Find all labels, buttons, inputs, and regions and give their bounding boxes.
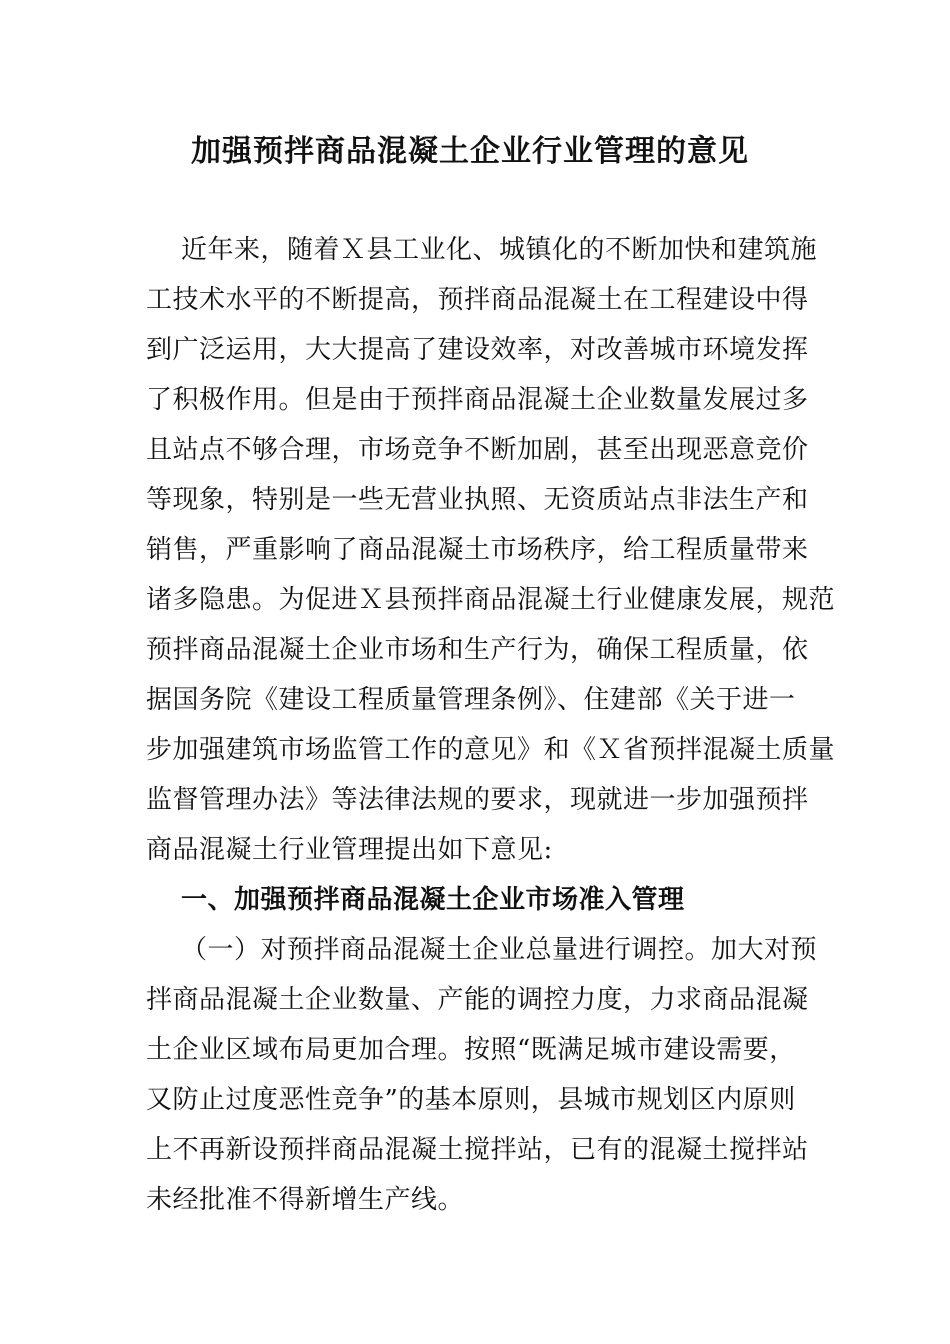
paragraph-line: 又防止过度恶性竞争”的基本原则，县城市规划区内原则 xyxy=(146,1085,796,1115)
paragraph-line: 了积极作用。但是由于预拌商品混凝土企业数量发展过多 xyxy=(146,385,809,415)
paragraph-line: 拌商品混凝土企业数量、产能的调控力度，力求商品混凝 xyxy=(146,985,809,1015)
paragraph-line: 销售，严重影响了商品混凝土市场秩序，给工程质量带来 xyxy=(146,535,809,565)
paragraph-line: 未经批准不得新增生产线。 xyxy=(146,1185,465,1215)
paragraph-line: 步加强建筑市场监管工作的意见》和《Ｘ省预拌混凝土质量 xyxy=(146,735,836,765)
paragraph-line: 据国务院《建设工程质量管理条例》、住建部《关于进一 xyxy=(146,685,796,715)
document-title: 加强预拌商品混凝土企业行业管理的意见 xyxy=(191,134,749,169)
paragraph-line: 预拌商品混凝土企业市场和生产行为，确保工程质量，依 xyxy=(146,635,809,665)
paragraph-line: 诸多隐患。为促进Ｘ县预拌商品混凝土行业健康发展，规范 xyxy=(146,585,836,615)
section-heading: 一、加强预拌商品混凝土企业市场准入管理 xyxy=(181,885,685,915)
paragraph-line: 到广泛运用，大大提高了建设效率，对改善城市环境发挥 xyxy=(146,335,809,365)
paragraph-line: 且站点不够合理，市场竞争不断加剧，甚至出现恶意竞价 xyxy=(146,435,809,465)
paragraph-line: 监督管理办法》等法律法规的要求，现就进一步加强预拌 xyxy=(146,785,809,815)
paragraph-line: 土企业区域布局更加合理。按照“既满足城市建设需要， xyxy=(146,1035,796,1065)
paragraph-line: 工技术水平的不断提高，预拌商品混凝土在工程建设中得 xyxy=(146,285,809,315)
paragraph-line: （一）对预拌商品混凝土企业总量进行调控。加大对预 xyxy=(181,935,818,965)
paragraph-line: 商品混凝土行业管理提出如下意见: xyxy=(146,835,553,865)
paragraph-line: 上不再新设预拌商品混凝土搅拌站，已有的混凝土搅拌站 xyxy=(146,1135,809,1165)
paragraph-line: 等现象，特别是一些无营业执照、无资质站点非法生产和 xyxy=(146,485,809,515)
paragraph-line: 近年来，随着Ｘ县工业化、城镇化的不断加快和建筑施 xyxy=(181,235,818,265)
